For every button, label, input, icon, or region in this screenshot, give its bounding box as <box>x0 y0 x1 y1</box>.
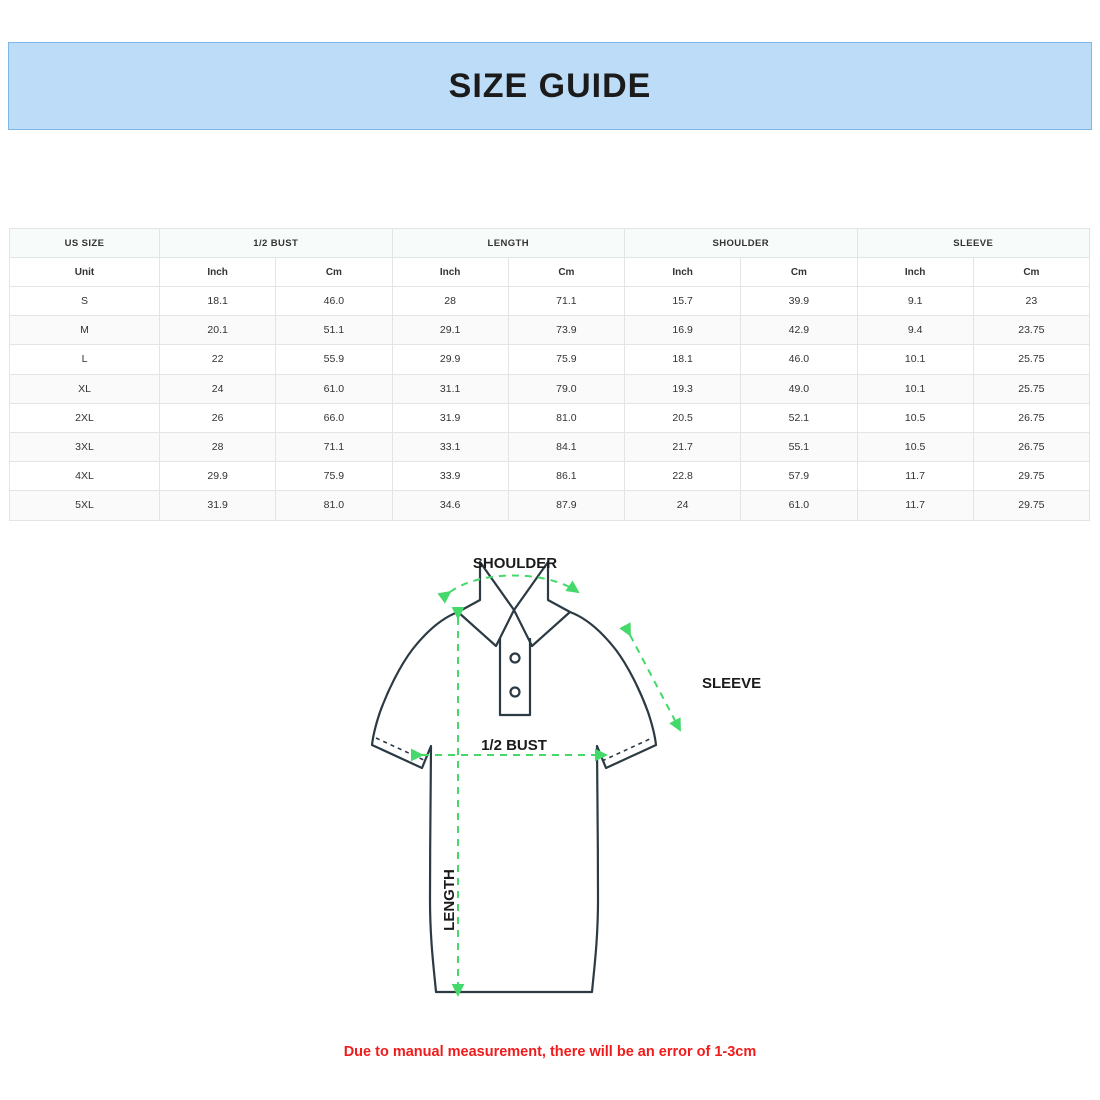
table-row <box>10 462 1090 491</box>
cell-sleeve-inch: 11.7 <box>857 491 973 520</box>
table-row <box>10 287 1090 316</box>
label-half-bust: 1/2 BUST <box>481 737 547 754</box>
cell-size: 3XL <box>10 432 160 461</box>
cell-bust-cm: 61.0 <box>276 374 392 403</box>
cell-sleeve-inch: 10.5 <box>857 432 973 461</box>
cell-sleeve-cm: 29.75 <box>973 491 1089 520</box>
header-banner <box>8 42 1092 130</box>
cell-shoulder-inch: 22.8 <box>625 462 741 491</box>
cell-size: M <box>10 316 160 345</box>
unit-header-length-inch: Inch <box>392 258 508 287</box>
cell-length-cm: 75.9 <box>508 345 624 374</box>
cell-length-inch: 33.9 <box>392 462 508 491</box>
cell-bust-cm: 75.9 <box>276 462 392 491</box>
cell-length-inch: 28 <box>392 287 508 316</box>
cell-length-inch: 31.9 <box>392 403 508 432</box>
cell-length-inch: 29.1 <box>392 316 508 345</box>
table-row <box>10 432 1090 461</box>
group-header-length: LENGTH <box>392 229 625 258</box>
cell-bust-cm: 55.9 <box>276 345 392 374</box>
cell-bust-cm: 51.1 <box>276 316 392 345</box>
cell-size: 5XL <box>10 491 160 520</box>
measurement-diagram <box>330 540 800 1030</box>
cell-shoulder-cm: 49.0 <box>741 374 857 403</box>
cell-shoulder-cm: 55.1 <box>741 432 857 461</box>
cell-length-cm: 79.0 <box>508 374 624 403</box>
cell-sleeve-cm: 26.75 <box>973 432 1089 461</box>
size-table-container <box>9 228 1090 521</box>
cell-sleeve-cm: 23 <box>973 287 1089 316</box>
page-title: SIZE GUIDE <box>448 66 652 105</box>
cell-length-cm: 73.9 <box>508 316 624 345</box>
cell-bust-inch: 24 <box>160 374 276 403</box>
unit-header-label: Unit <box>10 258 160 287</box>
unit-header-sleeve-cm: Cm <box>973 258 1089 287</box>
cell-shoulder-inch: 18.1 <box>625 345 741 374</box>
measurement-arrows <box>422 576 680 996</box>
unit-header-sleeve-inch: Inch <box>857 258 973 287</box>
unit-header-bust-cm: Cm <box>276 258 392 287</box>
label-shoulder: SHOULDER <box>472 555 558 572</box>
cell-size: 2XL <box>10 403 160 432</box>
group-header-sleeve: SLEEVE <box>857 229 1090 258</box>
cell-size: S <box>10 287 160 316</box>
label-length: LENGTH <box>441 869 458 931</box>
cell-length-cm: 81.0 <box>508 403 624 432</box>
cell-shoulder-cm: 52.1 <box>741 403 857 432</box>
table-header <box>10 229 1090 287</box>
size-table <box>9 228 1090 521</box>
cell-shoulder-cm: 42.9 <box>741 316 857 345</box>
cell-bust-inch: 20.1 <box>160 316 276 345</box>
cell-size: 4XL <box>10 462 160 491</box>
cell-length-cm: 87.9 <box>508 491 624 520</box>
cell-sleeve-cm: 25.75 <box>973 374 1089 403</box>
table-row <box>10 403 1090 432</box>
cell-sleeve-cm: 26.75 <box>973 403 1089 432</box>
cell-length-inch: 34.6 <box>392 491 508 520</box>
table-unit-header-row <box>10 258 1090 287</box>
cell-sleeve-cm: 23.75 <box>973 316 1089 345</box>
group-header-us-size: US SIZE <box>10 229 160 258</box>
unit-header-shoulder-inch: Inch <box>625 258 741 287</box>
cell-size: XL <box>10 374 160 403</box>
group-header-shoulder: SHOULDER <box>625 229 858 258</box>
group-header-half-bust: 1/2 BUST <box>160 229 393 258</box>
cell-shoulder-cm: 39.9 <box>741 287 857 316</box>
cell-bust-inch: 22 <box>160 345 276 374</box>
cell-bust-cm: 66.0 <box>276 403 392 432</box>
cell-sleeve-inch: 10.5 <box>857 403 973 432</box>
cell-shoulder-cm: 57.9 <box>741 462 857 491</box>
cell-bust-cm: 46.0 <box>276 287 392 316</box>
unit-header-length-cm: Cm <box>508 258 624 287</box>
cell-sleeve-inch: 10.1 <box>857 374 973 403</box>
measurement-note: Due to manual measurement, there will be an error of 1-3cm <box>343 1044 757 1060</box>
cell-bust-inch: 18.1 <box>160 287 276 316</box>
table-row <box>10 491 1090 520</box>
cell-bust-inch: 28 <box>160 432 276 461</box>
cell-length-inch: 33.1 <box>392 432 508 461</box>
cell-shoulder-inch: 20.5 <box>625 403 741 432</box>
table-row <box>10 316 1090 345</box>
cell-sleeve-inch: 9.1 <box>857 287 973 316</box>
table-row <box>10 345 1090 374</box>
cell-length-cm: 84.1 <box>508 432 624 461</box>
label-sleeve: SLEEVE <box>702 675 762 692</box>
cell-shoulder-inch: 16.9 <box>625 316 741 345</box>
cell-shoulder-cm: 46.0 <box>741 345 857 374</box>
cell-length-inch: 29.9 <box>392 345 508 374</box>
cell-shoulder-inch: 15.7 <box>625 287 741 316</box>
cell-bust-inch: 26 <box>160 403 276 432</box>
cell-sleeve-inch: 10.1 <box>857 345 973 374</box>
table-row <box>10 374 1090 403</box>
cell-shoulder-inch: 21.7 <box>625 432 741 461</box>
unit-header-bust-inch: Inch <box>160 258 276 287</box>
cell-bust-cm: 71.1 <box>276 432 392 461</box>
cell-length-cm: 71.1 <box>508 287 624 316</box>
cell-shoulder-inch: 19.3 <box>625 374 741 403</box>
table-body <box>10 287 1090 521</box>
cell-shoulder-cm: 61.0 <box>741 491 857 520</box>
cell-bust-inch: 31.9 <box>160 491 276 520</box>
table-group-header-row <box>10 229 1090 258</box>
polo-shirt-outline <box>372 562 656 992</box>
cell-sleeve-cm: 25.75 <box>973 345 1089 374</box>
cell-sleeve-cm: 29.75 <box>973 462 1089 491</box>
unit-header-shoulder-cm: Cm <box>741 258 857 287</box>
cell-bust-cm: 81.0 <box>276 491 392 520</box>
cell-length-inch: 31.1 <box>392 374 508 403</box>
cell-sleeve-inch: 11.7 <box>857 462 973 491</box>
cell-bust-inch: 29.9 <box>160 462 276 491</box>
cell-size: L <box>10 345 160 374</box>
cell-length-cm: 86.1 <box>508 462 624 491</box>
cell-shoulder-inch: 24 <box>625 491 741 520</box>
cell-sleeve-inch: 9.4 <box>857 316 973 345</box>
